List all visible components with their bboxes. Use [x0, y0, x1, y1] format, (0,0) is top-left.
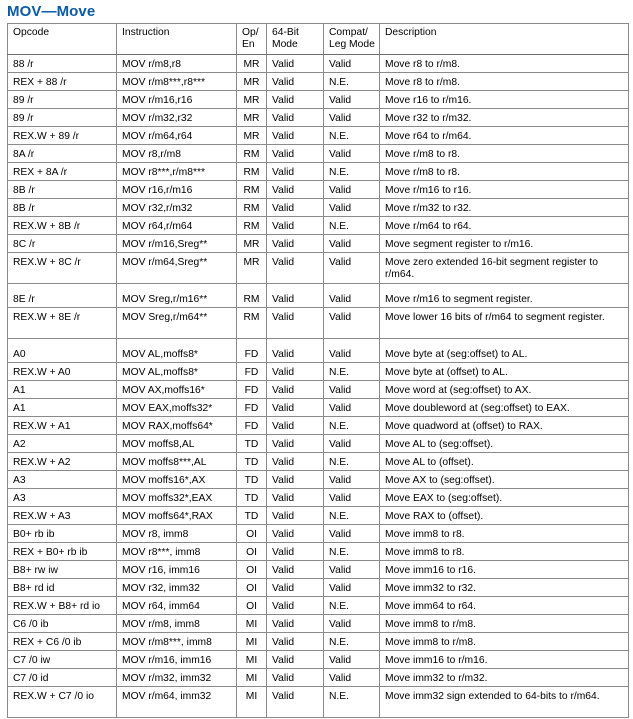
table-row [8, 308, 629, 339]
opcode-cell: A0 [8, 339, 117, 363]
table-row [8, 435, 629, 453]
instruction-cell: MOV r64, imm64 [117, 597, 237, 615]
instruction-cell: MOV r/m16,r16 [117, 91, 237, 109]
description-cell: Move AX to (seg:offset). [380, 471, 629, 489]
description-cell: Move r/m32 to r32. [380, 199, 629, 217]
opcode-cell: REX.W + B8+ rd io [8, 597, 117, 615]
opcode-cell: REX.W + A0 [8, 363, 117, 381]
compat-cell: Valid [324, 253, 380, 284]
opcode-cell: A3 [8, 471, 117, 489]
instruction-cell: MOV AL,moffs8* [117, 339, 237, 363]
instruction-cell: MOV r32,r/m32 [117, 199, 237, 217]
op-en-cell: MR [237, 253, 267, 284]
instruction-cell: MOV r8,r/m8 [117, 145, 237, 163]
compat-cell: N.E. [324, 163, 380, 181]
description-cell: Move imm8 to r8. [380, 525, 629, 543]
op-en-cell: TD [237, 435, 267, 453]
header-description: Description [380, 24, 629, 55]
opcode-cell: 8B /r [8, 181, 117, 199]
description-cell: Move imm32 sign extended to 64-bits to r/m64. [380, 687, 629, 718]
compat-cell: Valid [324, 55, 380, 73]
header-64bit-mode: 64-Bit Mode [267, 24, 324, 55]
compat-cell: N.E. [324, 363, 380, 381]
opcode-cell: C6 /0 ib [8, 615, 117, 633]
op-en-cell: RM [237, 217, 267, 235]
mode64-cell: Valid [267, 615, 324, 633]
description-cell: Move imm8 to r/m8. [380, 615, 629, 633]
mode64-cell: Valid [267, 687, 324, 718]
op-en-cell: RM [237, 284, 267, 308]
op-en-cell: FD [237, 339, 267, 363]
op-en-cell: RM [237, 181, 267, 199]
mode64-cell: Valid [267, 651, 324, 669]
table-row [8, 561, 629, 579]
compat-cell: N.E. [324, 543, 380, 561]
instruction-cell: MOV r/m8,r8 [117, 55, 237, 73]
mode64-cell: Valid [267, 435, 324, 453]
table-row [8, 417, 629, 435]
compat-cell: Valid [324, 579, 380, 597]
description-cell: Move r/m8 to r8. [380, 145, 629, 163]
mode64-cell: Valid [267, 181, 324, 199]
mode64-cell: Valid [267, 561, 324, 579]
op-en-cell: TD [237, 453, 267, 471]
op-en-cell: MI [237, 669, 267, 687]
table-row [8, 489, 629, 507]
opcode-cell: B8+ rd id [8, 579, 117, 597]
compat-cell: Valid [324, 284, 380, 308]
description-cell: Move imm64 to r64. [380, 597, 629, 615]
mode64-cell: Valid [267, 127, 324, 145]
table-row [8, 91, 629, 109]
instruction-cell: MOV r32, imm32 [117, 579, 237, 597]
opcode-cell: 8A /r [8, 145, 117, 163]
op-en-cell: OI [237, 525, 267, 543]
opcode-cell: REX + C6 /0 ib [8, 633, 117, 651]
description-cell: Move r8 to r/m8. [380, 73, 629, 91]
compat-cell: N.E. [324, 597, 380, 615]
table-row [8, 199, 629, 217]
op-en-cell: MR [237, 55, 267, 73]
compat-cell: Valid [324, 615, 380, 633]
compat-cell: Valid [324, 489, 380, 507]
header-instruction: Instruction [117, 24, 237, 55]
mode64-cell: Valid [267, 543, 324, 561]
compat-cell: Valid [324, 471, 380, 489]
description-cell: Move doubleword at (seg:offset) to EAX. [380, 399, 629, 417]
op-en-cell: RM [237, 145, 267, 163]
table-row [8, 579, 629, 597]
mode64-cell: Valid [267, 284, 324, 308]
table-row [8, 471, 629, 489]
opcode-cell: REX.W + A3 [8, 507, 117, 525]
instruction-cell: MOV r/m32,r32 [117, 109, 237, 127]
mode64-cell: Valid [267, 339, 324, 363]
table-row [8, 399, 629, 417]
table-header-row [8, 24, 629, 55]
instruction-cell: MOV r8***,r/m8*** [117, 163, 237, 181]
opcode-cell: C7 /0 id [8, 669, 117, 687]
header-compat-leg-mode: Compat/ Leg Mode [324, 24, 380, 55]
mode64-cell: Valid [267, 597, 324, 615]
table-row [8, 633, 629, 651]
table-row [8, 73, 629, 91]
instruction-cell: MOV AX,moffs16* [117, 381, 237, 399]
instruction-cell: MOV AL,moffs8* [117, 363, 237, 381]
instruction-cell: MOV EAX,moffs32* [117, 399, 237, 417]
mode64-cell: Valid [267, 579, 324, 597]
page-title: MOV—Move [7, 3, 96, 20]
compat-cell: Valid [324, 399, 380, 417]
mode64-cell: Valid [267, 525, 324, 543]
table-row [8, 687, 629, 718]
mode64-cell: Valid [267, 489, 324, 507]
table-row [8, 339, 629, 363]
mode64-cell: Valid [267, 669, 324, 687]
compat-cell: Valid [324, 561, 380, 579]
table-row [8, 525, 629, 543]
mode64-cell: Valid [267, 363, 324, 381]
mode64-cell: Valid [267, 217, 324, 235]
opcode-cell: A1 [8, 381, 117, 399]
instruction-cell: MOV r/m8***, imm8 [117, 633, 237, 651]
compat-cell: Valid [324, 525, 380, 543]
description-cell: Move imm16 to r/m16. [380, 651, 629, 669]
instruction-cell: MOV moffs32*,EAX [117, 489, 237, 507]
mode64-cell: Valid [267, 253, 324, 284]
compat-cell: Valid [324, 308, 380, 339]
instruction-cell: MOV moffs8,AL [117, 435, 237, 453]
opcode-cell: REX + 88 /r [8, 73, 117, 91]
compat-cell: Valid [324, 669, 380, 687]
compat-cell: Valid [324, 381, 380, 399]
op-en-cell: MI [237, 633, 267, 651]
description-cell: Move RAX to (offset). [380, 507, 629, 525]
opcode-cell: 89 /r [8, 91, 117, 109]
instruction-cell: MOV r8***, imm8 [117, 543, 237, 561]
instruction-cell: MOV r16,r/m16 [117, 181, 237, 199]
mode64-cell: Valid [267, 55, 324, 73]
instruction-cell: MOV r8, imm8 [117, 525, 237, 543]
mode64-cell: Valid [267, 163, 324, 181]
mode64-cell: Valid [267, 633, 324, 651]
compat-cell: Valid [324, 181, 380, 199]
opcode-cell: REX.W + 89 /r [8, 127, 117, 145]
op-en-cell: RM [237, 163, 267, 181]
compat-cell: Valid [324, 339, 380, 363]
opcode-cell: B8+ rw iw [8, 561, 117, 579]
opcode-cell: 8C /r [8, 235, 117, 253]
opcode-cell: REX.W + A1 [8, 417, 117, 435]
description-cell: Move byte at (offset) to AL. [380, 363, 629, 381]
mode64-cell: Valid [267, 91, 324, 109]
compat-cell: Valid [324, 91, 380, 109]
compat-cell: N.E. [324, 453, 380, 471]
mode64-cell: Valid [267, 507, 324, 525]
compat-cell: Valid [324, 145, 380, 163]
table-row [8, 381, 629, 399]
instruction-cell: MOV r/m32, imm32 [117, 669, 237, 687]
compat-cell: Valid [324, 109, 380, 127]
table-row [8, 163, 629, 181]
description-cell: Move r32 to r/m32. [380, 109, 629, 127]
table-row [8, 253, 629, 284]
opcode-cell: C7 /0 iw [8, 651, 117, 669]
description-cell: Move EAX to (seg:offset). [380, 489, 629, 507]
compat-cell: Valid [324, 199, 380, 217]
instruction-cell: MOV Sreg,r/m64** [117, 308, 237, 339]
compat-cell: N.E. [324, 633, 380, 651]
instruction-table [7, 23, 629, 718]
compat-cell: N.E. [324, 507, 380, 525]
compat-cell: N.E. [324, 217, 380, 235]
instruction-cell: MOV r/m64,r64 [117, 127, 237, 145]
opcode-cell: B0+ rb ib [8, 525, 117, 543]
opcode-cell: 89 /r [8, 109, 117, 127]
opcode-cell: REX.W + 8E /r [8, 308, 117, 339]
table-row [8, 284, 629, 308]
description-cell: Move segment register to r/m16. [380, 235, 629, 253]
table-row [8, 55, 629, 73]
opcode-cell: 8E /r [8, 284, 117, 308]
description-cell: Move imm16 to r16. [380, 561, 629, 579]
mode64-cell: Valid [267, 199, 324, 217]
compat-cell: N.E. [324, 687, 380, 718]
table-row [8, 597, 629, 615]
op-en-cell: TD [237, 489, 267, 507]
description-cell: Move r64 to r/m64. [380, 127, 629, 145]
table-row [8, 235, 629, 253]
op-en-cell: OI [237, 561, 267, 579]
description-cell: Move imm8 to r/m8. [380, 633, 629, 651]
table-row [8, 669, 629, 687]
instruction-cell: MOV r/m64, imm32 [117, 687, 237, 718]
description-cell: Move zero extended 16-bit segment register to r/m64. [380, 253, 629, 284]
mode64-cell: Valid [267, 381, 324, 399]
opcode-cell: A3 [8, 489, 117, 507]
mode64-cell: Valid [267, 417, 324, 435]
header-op-en: Op/ En [237, 24, 267, 55]
mode64-cell: Valid [267, 308, 324, 339]
compat-cell: Valid [324, 235, 380, 253]
mode64-cell: Valid [267, 471, 324, 489]
table-row [8, 543, 629, 561]
instruction-cell: MOV moffs8***,AL [117, 453, 237, 471]
description-cell: Move byte at (seg:offset) to AL. [380, 339, 629, 363]
description-cell: Move r16 to r/m16. [380, 91, 629, 109]
mode64-cell: Valid [267, 109, 324, 127]
op-en-cell: OI [237, 579, 267, 597]
description-cell: Move lower 16 bits of r/m64 to segment register. [380, 308, 629, 339]
opcode-cell: REX + 8A /r [8, 163, 117, 181]
op-en-cell: MI [237, 651, 267, 669]
mode64-cell: Valid [267, 235, 324, 253]
instruction-cell: MOV r/m16, imm16 [117, 651, 237, 669]
compat-cell: N.E. [324, 127, 380, 145]
compat-cell: N.E. [324, 73, 380, 91]
description-cell: Move r8 to r/m8. [380, 55, 629, 73]
table-row [8, 453, 629, 471]
op-en-cell: MR [237, 91, 267, 109]
description-cell: Move word at (seg:offset) to AX. [380, 381, 629, 399]
compat-cell: Valid [324, 651, 380, 669]
description-cell: Move AL to (offset). [380, 453, 629, 471]
description-cell: Move imm8 to r8. [380, 543, 629, 561]
op-en-cell: MR [237, 73, 267, 91]
instruction-cell: MOV Sreg,r/m16** [117, 284, 237, 308]
opcode-cell: REX.W + 8B /r [8, 217, 117, 235]
instruction-cell: MOV r/m64,Sreg** [117, 253, 237, 284]
description-cell: Move r/m8 to r8. [380, 163, 629, 181]
compat-cell: Valid [324, 435, 380, 453]
instruction-cell: MOV r/m16,Sreg** [117, 235, 237, 253]
mode64-cell: Valid [267, 399, 324, 417]
opcode-cell: 88 /r [8, 55, 117, 73]
op-en-cell: OI [237, 543, 267, 561]
op-en-cell: FD [237, 363, 267, 381]
op-en-cell: MR [237, 109, 267, 127]
instruction-cell: MOV moffs64*,RAX [117, 507, 237, 525]
opcode-cell: REX.W + 8C /r [8, 253, 117, 284]
mode64-cell: Valid [267, 453, 324, 471]
description-cell: Move r/m64 to r64. [380, 217, 629, 235]
op-en-cell: MI [237, 615, 267, 633]
table-row [8, 651, 629, 669]
op-en-cell: TD [237, 507, 267, 525]
table-row [8, 145, 629, 163]
op-en-cell: FD [237, 399, 267, 417]
instruction-cell: MOV r/m8, imm8 [117, 615, 237, 633]
op-en-cell: RM [237, 199, 267, 217]
table-row [8, 127, 629, 145]
description-cell: Move r/m16 to r16. [380, 181, 629, 199]
op-en-cell: OI [237, 597, 267, 615]
opcode-cell: REX.W + A2 [8, 453, 117, 471]
table-row [8, 109, 629, 127]
table-row [8, 363, 629, 381]
opcode-cell: 8B /r [8, 199, 117, 217]
table-row [8, 615, 629, 633]
mode64-cell: Valid [267, 145, 324, 163]
header-opcode: Opcode [8, 24, 117, 55]
description-cell: Move r/m16 to segment register. [380, 284, 629, 308]
table-row [8, 217, 629, 235]
op-en-cell: MR [237, 235, 267, 253]
instruction-cell: MOV r16, imm16 [117, 561, 237, 579]
op-en-cell: FD [237, 381, 267, 399]
op-en-cell: FD [237, 417, 267, 435]
opcode-cell: A1 [8, 399, 117, 417]
mode64-cell: Valid [267, 73, 324, 91]
table-row [8, 181, 629, 199]
instruction-cell: MOV r64,r/m64 [117, 217, 237, 235]
op-en-cell: RM [237, 308, 267, 339]
opcode-cell: REX + B0+ rb ib [8, 543, 117, 561]
op-en-cell: MI [237, 687, 267, 718]
description-cell: Move quadword at (offset) to RAX. [380, 417, 629, 435]
description-cell: Move imm32 to r32. [380, 579, 629, 597]
op-en-cell: MR [237, 127, 267, 145]
opcode-cell: A2 [8, 435, 117, 453]
compat-cell: N.E. [324, 417, 380, 435]
op-en-cell: TD [237, 471, 267, 489]
instruction-cell: MOV moffs16*,AX [117, 471, 237, 489]
description-cell: Move imm32 to r/m32. [380, 669, 629, 687]
opcode-cell: REX.W + C7 /0 io [8, 687, 117, 718]
table-row [8, 507, 629, 525]
instruction-cell: MOV RAX,moffs64* [117, 417, 237, 435]
instruction-cell: MOV r/m8***,r8*** [117, 73, 237, 91]
description-cell: Move AL to (seg:offset). [380, 435, 629, 453]
